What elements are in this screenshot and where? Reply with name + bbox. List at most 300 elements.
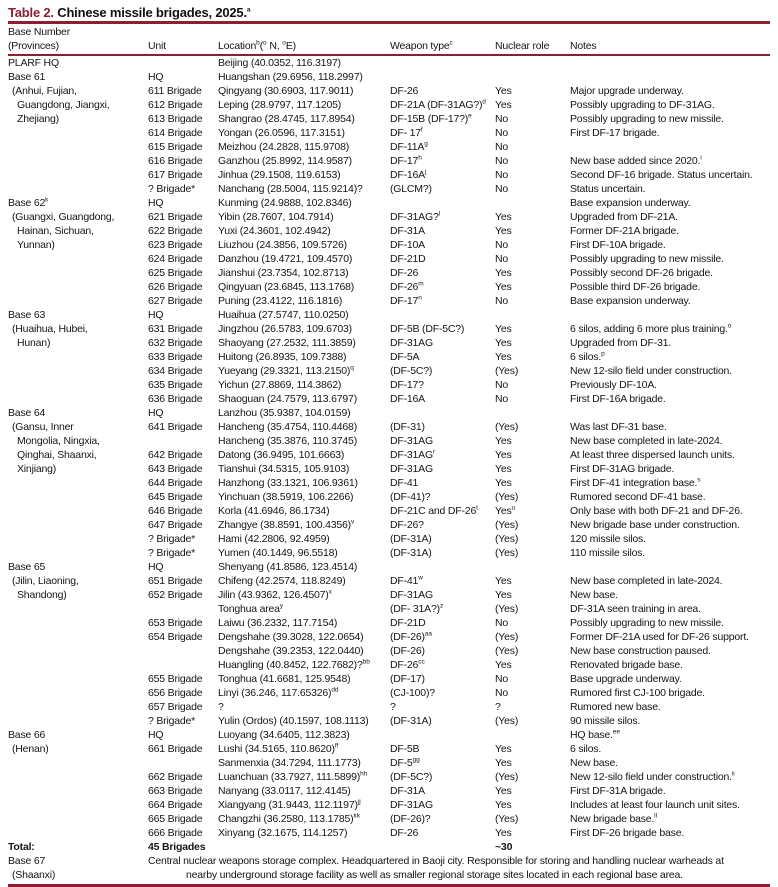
header-base-number: Base Number	[8, 26, 70, 38]
cell-location: Linyi (36.246, 117.65326)$^{dd}$	[218, 686, 339, 699]
cell-weapon: $DF-26^{cc}$	[390, 658, 425, 671]
table-row	[8, 532, 770, 546]
cell-location: Hancheng (35.3876, 110.3745)	[218, 435, 357, 447]
cell-unit: 632 Brigade	[148, 337, 203, 349]
cell-location: Laiwu (36.2332, 117.7154)	[218, 617, 338, 629]
table-row	[8, 602, 770, 616]
cell-unit: 654 Brigade	[148, 631, 203, 643]
cell-unit: 652 Brigade	[148, 589, 203, 601]
cell-base	[8, 616, 148, 630]
cell-base	[8, 252, 148, 266]
cell-weapon: DF-26?	[390, 519, 424, 531]
table-row	[8, 630, 770, 644]
cell-weapon: DF-21A (DF-31AG?)$^d$	[390, 98, 486, 111]
cell-nuclear: No	[495, 113, 509, 125]
cell-unit: 623 Brigade	[148, 239, 203, 251]
cell-notes: First DF-16A brigade.	[570, 393, 666, 405]
cell-notes: First DF-17 brigade.	[570, 127, 660, 139]
table-row	[8, 364, 770, 378]
cell-location: Tonghua area$^y$	[218, 602, 284, 615]
header-unit: Unit	[148, 39, 166, 52]
cell-location: Huaihua (27.5747, 110.0250)	[218, 309, 349, 321]
cell-unit: 644 Brigade	[148, 477, 203, 489]
cell-base	[8, 756, 148, 770]
cell-notes: 120 missile silos.	[570, 533, 646, 545]
cell-base	[8, 784, 148, 798]
cell-base	[8, 630, 148, 644]
cell-nuclear: (Yes)	[495, 715, 519, 727]
cell-nuclear: Yes	[495, 743, 512, 755]
cell-notes: Possibly upgrading to DF-31AG.	[570, 99, 715, 111]
cell-weapon	[390, 196, 495, 210]
cell-unit: 624 Brigade	[148, 253, 203, 265]
cell-nuclear: Yes	[495, 267, 512, 279]
cell-base	[8, 392, 148, 406]
cell-weapon	[390, 728, 495, 742]
cell-notes: Former DF-21A used for DF-26 support.	[570, 631, 749, 643]
cell-base: Hunan)	[17, 337, 51, 349]
cell-weapon: DF-5B	[390, 743, 420, 755]
cell-location: Yumen (40.1449, 96.5518)	[218, 547, 338, 559]
cell-notes: At least three dispersed launch units.	[570, 449, 735, 461]
table-row	[8, 784, 770, 798]
cell-unit: HQ	[148, 197, 164, 209]
table-row	[8, 196, 770, 210]
table-row	[8, 70, 770, 84]
cell-nuclear: No	[495, 253, 509, 265]
cell-weapon: DF-21D	[390, 617, 426, 629]
table-body	[8, 56, 770, 840]
cell-base: Base 65	[8, 561, 46, 573]
cell-location: Shangrao (28.4745, 117.8954)	[218, 113, 355, 125]
cell-notes: New base completed in late-2024.	[570, 435, 723, 447]
base67-label: Base 67	[8, 855, 46, 867]
cell-location: Hanzhong (33.1321, 106.9361)	[218, 477, 358, 489]
table-row	[8, 266, 770, 280]
cell-notes: Base expansion underway.	[570, 295, 691, 307]
cell-location: Sanmenxia (34.7294, 111.1773)	[218, 757, 361, 769]
cell-unit: 636 Brigade	[148, 393, 203, 405]
table-row	[8, 56, 770, 70]
cell-nuclear	[495, 406, 570, 420]
cell-location: Huitong (26.8935, 109.7388)	[218, 351, 347, 363]
cell-unit: ? Brigade*	[148, 715, 196, 727]
cell-notes: Rumored new base.	[570, 701, 661, 713]
table-row	[8, 182, 770, 196]
cell-location: Beijing (40.0352, 116.3197)	[218, 57, 341, 69]
cell-unit: 646 Brigade	[148, 505, 203, 517]
base67-description-line1: Central nuclear weapons storage complex. Headquartered in Baoji city. Responsible for storing and handling nuclear warheads at	[148, 855, 724, 867]
table-row	[8, 126, 770, 140]
cell-notes: Renovated brigade base.	[570, 659, 683, 671]
cell-nuclear: No	[495, 169, 509, 181]
cell-location: Xinyang (32.1675, 114.1257)	[218, 827, 348, 839]
base67-province: (Shaanxi)	[12, 869, 56, 881]
header-notes: Notes	[570, 39, 597, 52]
cell-weapon: DF-41	[390, 477, 419, 489]
total-nuclear-value: ~30	[495, 841, 513, 853]
cell-unit: 643 Brigade	[148, 463, 203, 475]
table-row	[8, 518, 770, 532]
cell-unit	[148, 756, 218, 770]
cell-weapon	[390, 56, 495, 70]
cell-location: Yulin (Ordos) (40.1597, 108.1113)	[218, 715, 369, 727]
cell-notes	[570, 560, 770, 574]
cell-unit: HQ	[148, 309, 164, 321]
cell-weapon: (DF-26)?	[390, 813, 431, 825]
cell-base: (Anhui, Fujian,	[12, 85, 77, 97]
cell-unit: 651 Brigade	[148, 575, 203, 587]
cell-base	[8, 644, 148, 658]
cell-notes: Includes at least four launch unit sites.	[570, 799, 740, 811]
table-row	[8, 770, 770, 784]
cell-weapon: DF-5B (DF-5C?)	[390, 323, 465, 335]
table-row	[8, 448, 770, 462]
cell-weapon: DF-26	[390, 267, 419, 279]
cell-notes: Only base with both DF-21 and DF-26.	[570, 505, 743, 517]
cell-nuclear: ?	[495, 701, 501, 713]
cell-base: Zhejiang)	[17, 113, 59, 125]
cell-notes: New base added since 2020.$^i$	[570, 154, 702, 167]
cell-weapon: DF-26	[390, 827, 419, 839]
cell-notes: Second DF-16 brigade. Status uncertain.	[570, 169, 753, 181]
cell-unit: 611 Brigade	[148, 85, 202, 97]
cell-notes: 6 silos.$^p$	[570, 350, 605, 363]
cell-weapon: (DF-31A)	[390, 533, 432, 545]
cell-base	[8, 672, 148, 686]
cell-unit: 656 Brigade	[148, 687, 203, 699]
table-number-label: Table 2.	[8, 5, 54, 20]
cell-unit: 633 Brigade	[148, 351, 203, 363]
cell-notes: Rumored second DF-41 base.	[570, 491, 706, 503]
cell-nuclear: Yes	[495, 799, 512, 811]
table-title-text: Chinese missile brigades, 2025.$^a$	[53, 5, 251, 20]
cell-nuclear: (Yes)	[495, 491, 519, 503]
cell-unit: 635 Brigade	[148, 379, 203, 391]
cell-weapon: (DF- 31A?)$^z$	[390, 602, 444, 615]
table-row	[8, 588, 770, 602]
cell-nuclear: No	[495, 127, 509, 139]
table-row	[8, 392, 770, 406]
cell-unit: 641 Brigade	[148, 421, 203, 433]
cell-base: Xinjiang)	[17, 463, 57, 475]
table-row	[8, 140, 770, 154]
cell-unit: 664 Brigade	[148, 799, 203, 811]
cell-unit: ? Brigade*	[148, 533, 196, 545]
cell-base: Base 61	[8, 71, 46, 83]
cell-notes: Major upgrade underway.	[570, 85, 684, 97]
table-row	[8, 308, 770, 322]
total-weapon-empty	[390, 840, 495, 854]
cell-base	[8, 364, 148, 378]
total-brigades-value: 45 Brigades	[148, 841, 206, 853]
cell-weapon: DF-31AG	[390, 463, 433, 475]
cell-location: Changzhi (36.2580, 113.1785)$^{kk}$	[218, 812, 360, 825]
cell-nuclear: Yes	[495, 449, 512, 461]
cell-location: Yibin (28.7607, 104.7914)	[218, 211, 334, 223]
cell-base	[8, 154, 148, 168]
cell-weapon: DF-17?	[390, 379, 424, 391]
cell-base	[8, 126, 148, 140]
cell-nuclear: No	[495, 617, 509, 629]
table-row	[8, 686, 770, 700]
cell-base	[8, 490, 148, 504]
table-row	[8, 98, 770, 112]
cell-base	[8, 518, 148, 532]
cell-unit: 621 Brigade	[148, 211, 203, 223]
cell-weapon: DF-31AG	[390, 799, 433, 811]
cell-base: (Gansu, Inner	[12, 421, 74, 433]
table-row	[8, 644, 770, 658]
base67-description-line2: nearby underground storage facility as well as smaller regional storage sites located in each regional base area.	[186, 869, 683, 881]
cell-unit: 642 Brigade	[148, 449, 203, 461]
cell-nuclear: No	[495, 155, 509, 167]
cell-weapon: (DF-31A)	[390, 547, 432, 559]
cell-unit: 666 Brigade	[148, 827, 203, 839]
cell-weapon: DF-5A	[390, 351, 420, 363]
table-row	[8, 154, 770, 168]
table-row	[8, 224, 770, 238]
cell-location: Kunming (24.9888, 102.8346)	[218, 197, 352, 209]
cell-notes: New base.	[570, 757, 618, 769]
cell-nuclear	[495, 196, 570, 210]
header-nuclear-role: Nuclear role	[495, 39, 550, 52]
cell-unit	[148, 658, 218, 672]
cell-base	[8, 504, 148, 518]
cell-nuclear: Yes	[495, 281, 512, 293]
cell-unit: 657 Brigade	[148, 701, 203, 713]
cell-nuclear: (Yes)	[495, 547, 519, 559]
cell-base: Shandong)	[17, 589, 67, 601]
cell-location: Jinhua (29.1508, 119.6153)	[218, 169, 341, 181]
table-row	[8, 210, 770, 224]
cell-location: Nanchang (28.5004, 115.9214)?	[218, 183, 363, 195]
cell-weapon: DF-31A	[390, 785, 425, 797]
cell-notes	[570, 406, 770, 420]
cell-notes: 6 silos, adding 6 more plus training.$^o$	[570, 322, 732, 335]
cell-notes: First DF-26 brigade base.	[570, 827, 685, 839]
cell-unit: 655 Brigade	[148, 673, 203, 685]
total-label: Total:	[8, 841, 35, 853]
cell-notes: New base.	[570, 589, 618, 601]
cell-location: Jianshui (23.7354, 102.8713)	[218, 267, 349, 279]
cell-notes: Was last DF-31 base.	[570, 421, 667, 433]
cell-base: Qinghai, Shaanxi,	[17, 449, 97, 461]
cell-weapon: DF-10A	[390, 239, 425, 251]
cell-location: ?	[218, 701, 224, 713]
cell-nuclear: (Yes)	[495, 519, 519, 531]
cell-location: Tonghua (41.6681, 125.9548)	[218, 673, 351, 685]
cell-location: Qingyang (30.6903, 117.9011)	[218, 85, 354, 97]
table-row	[8, 812, 770, 826]
cell-notes: Possibly upgrading to new missile.	[570, 253, 724, 265]
cell-location: Ganzhou (25.8992, 114.9587)	[218, 155, 352, 167]
cell-nuclear: (Yes)	[495, 813, 519, 825]
cell-unit: HQ	[148, 71, 164, 83]
cell-nuclear: Yes	[495, 211, 512, 223]
header-provinces: (Provinces)	[8, 39, 59, 52]
cell-weapon: DF-31AG	[390, 337, 433, 349]
cell-weapon: DF-31AG	[390, 589, 433, 601]
cell-location: Dengshahe (39.2353, 122.0440)	[218, 645, 364, 657]
cell-weapon: (GLCM?)	[390, 183, 432, 195]
cell-notes: HQ base.$^{ee}$	[570, 728, 620, 741]
cell-weapon: DF-31AG	[390, 435, 433, 447]
cell-notes: New 12-silo field under construction.$^{ii}$	[570, 770, 735, 783]
cell-base	[8, 350, 148, 364]
cell-base	[8, 532, 148, 546]
table-row	[8, 112, 770, 126]
cell-unit: HQ	[148, 407, 164, 419]
table-row	[8, 756, 770, 770]
cell-unit: 665 Brigade	[148, 813, 203, 825]
cell-unit: 612 Brigade	[148, 99, 203, 111]
cell-base	[8, 714, 148, 728]
cell-weapon: DF-31A	[390, 225, 425, 237]
cell-base	[8, 770, 148, 784]
cell-location: Tianshui (34.5315, 105.9103)	[218, 463, 350, 475]
cell-unit: 616 Brigade	[148, 155, 203, 167]
cell-notes: Previously DF-10A.	[570, 379, 657, 391]
table-row	[8, 798, 770, 812]
cell-nuclear: No	[495, 295, 509, 307]
cell-location: Qingyuan (23.6845, 113.1768)	[218, 281, 355, 293]
cell-location: Yichun (27.8869, 114.3862)	[218, 379, 342, 391]
cell-notes: 110 missile silos.	[570, 547, 645, 559]
cell-nuclear: Yes	[495, 575, 512, 587]
cell-base	[8, 658, 148, 672]
cell-location: Hancheng (35.4754, 110.4468)	[218, 421, 357, 433]
cell-notes: Upgraded from DF-31.	[570, 337, 672, 349]
table-row	[8, 406, 770, 420]
table-row	[8, 616, 770, 630]
cell-unit: 625 Brigade	[148, 267, 203, 279]
cell-nuclear: Yes	[495, 99, 512, 111]
cell-base: (Henan)	[12, 743, 49, 755]
cell-base: Base 64	[8, 407, 46, 419]
table-row	[8, 378, 770, 392]
cell-notes: Status uncertain.	[570, 183, 646, 195]
table-row	[8, 672, 770, 686]
cell-base: (Guangxi, Guangdong,	[12, 211, 115, 223]
cell-nuclear	[495, 560, 570, 574]
cell-base: Yunnan)	[17, 239, 55, 251]
cell-notes: Possibly second DF-26 brigade.	[570, 267, 713, 279]
cell-notes: New brigade base.$^{ll}$	[570, 812, 658, 825]
cell-base	[8, 182, 148, 196]
cell-weapon: DF-21C and DF-26$^t$	[390, 504, 478, 517]
cell-unit: ? Brigade*	[148, 183, 196, 195]
cell-nuclear: (Yes)	[495, 421, 519, 433]
header-location: Location$^b$($^o$ N, $^o$E)	[218, 39, 296, 52]
cell-nuclear	[495, 56, 570, 70]
cell-weapon: $DF-11A^g$	[390, 140, 428, 153]
cell-notes: New 12-silo field under construction.	[570, 365, 732, 377]
cell-nuclear: Yes	[495, 463, 512, 475]
table-title	[8, 5, 770, 21]
cell-nuclear: (Yes)	[495, 631, 519, 643]
table-row	[8, 462, 770, 476]
cell-weapon: DF- 17$^f$	[390, 126, 423, 139]
cell-location: Puning (23.4122, 116.1816)	[218, 295, 343, 307]
cell-notes: Possibly upgrading to new missile.	[570, 113, 724, 125]
cell-location: Shaoyang (27.2532, 111.3859)	[218, 337, 356, 349]
cell-weapon: $DF-5^{gg}$	[390, 756, 420, 769]
cell-location: Yongan (26.0596, 117.3151)	[218, 127, 345, 139]
cell-notes	[570, 308, 770, 322]
table-row	[8, 350, 770, 364]
cell-location: Liuzhou (24.3856, 109.5726)	[218, 239, 347, 251]
cell-location: Lushi (34.5165, 110.8620)$^{ff}$	[218, 742, 339, 755]
cell-base	[8, 686, 148, 700]
cell-nuclear: No	[495, 239, 509, 251]
cell-notes: First DF-31AG brigade.	[570, 463, 675, 475]
cell-notes: Former DF-21A brigade.	[570, 225, 679, 237]
cell-weapon: $(DF-26)^{aa}$	[390, 630, 432, 643]
total-location-empty	[218, 840, 390, 854]
table-row	[8, 700, 770, 714]
cell-notes	[570, 56, 770, 70]
cell-unit	[148, 644, 218, 658]
cell-base	[8, 546, 148, 560]
table-row	[8, 84, 770, 98]
cell-nuclear: Yes	[495, 757, 512, 769]
cell-base	[8, 476, 148, 490]
cell-nuclear: Yes	[495, 225, 512, 237]
cell-unit: 647 Brigade	[148, 519, 203, 531]
table-row	[8, 560, 770, 574]
cell-base	[8, 266, 148, 280]
cell-location: Huangling (40.8452, 122.7682)?$^{bb}$	[218, 658, 370, 671]
cell-location: Nanyang (33.0117, 112.4145)	[218, 785, 351, 797]
cell-nuclear: No	[495, 379, 509, 391]
cell-base: Guangdong, Jiangxi,	[17, 99, 110, 111]
table-row	[8, 168, 770, 182]
cell-location: Luanchuan (33.7927, 111.5899)$^{hh}$	[218, 770, 368, 783]
cell-nuclear: Yes	[495, 659, 512, 671]
cell-location: Jingzhou (26.5783, 109.6703)	[218, 323, 352, 335]
cell-nuclear: No	[495, 183, 509, 195]
cell-base: Base 66	[8, 729, 46, 741]
cell-unit	[148, 56, 218, 70]
table-row	[8, 658, 770, 672]
cell-base	[8, 700, 148, 714]
cell-unit: 613 Brigade	[148, 113, 203, 125]
table-row	[8, 252, 770, 266]
cell-base	[8, 168, 148, 182]
cell-unit: 645 Brigade	[148, 491, 203, 503]
table-row	[8, 420, 770, 434]
cell-location: Korla (41.6946, 86.1734)	[218, 505, 330, 517]
cell-location: Jilin (43.9362, 126.4507)$^x$	[218, 588, 332, 601]
table-row	[8, 546, 770, 560]
cell-notes: Possible third DF-26 brigade.	[570, 281, 701, 293]
cell-nuclear: (Yes)	[495, 533, 519, 545]
base67-row-2	[8, 868, 770, 882]
cell-weapon: $DF-31AG^r$	[390, 448, 436, 461]
cell-weapon	[390, 560, 495, 574]
cell-location: Chifeng (42.2574, 118.8249)	[218, 575, 346, 587]
cell-weapon: DF-15B (DF-17?)$^e$	[390, 112, 472, 125]
cell-weapon	[390, 406, 495, 420]
cell-location: Huangshan (29.6956, 118.2997)	[218, 71, 363, 83]
cell-unit: ? Brigade*	[148, 547, 196, 559]
header-row-2	[8, 40, 770, 54]
cell-nuclear: Yes	[495, 351, 512, 363]
cell-nuclear: Yes	[495, 85, 512, 97]
cell-notes: Base expansion underway.	[570, 197, 691, 209]
cell-weapon	[390, 70, 495, 84]
